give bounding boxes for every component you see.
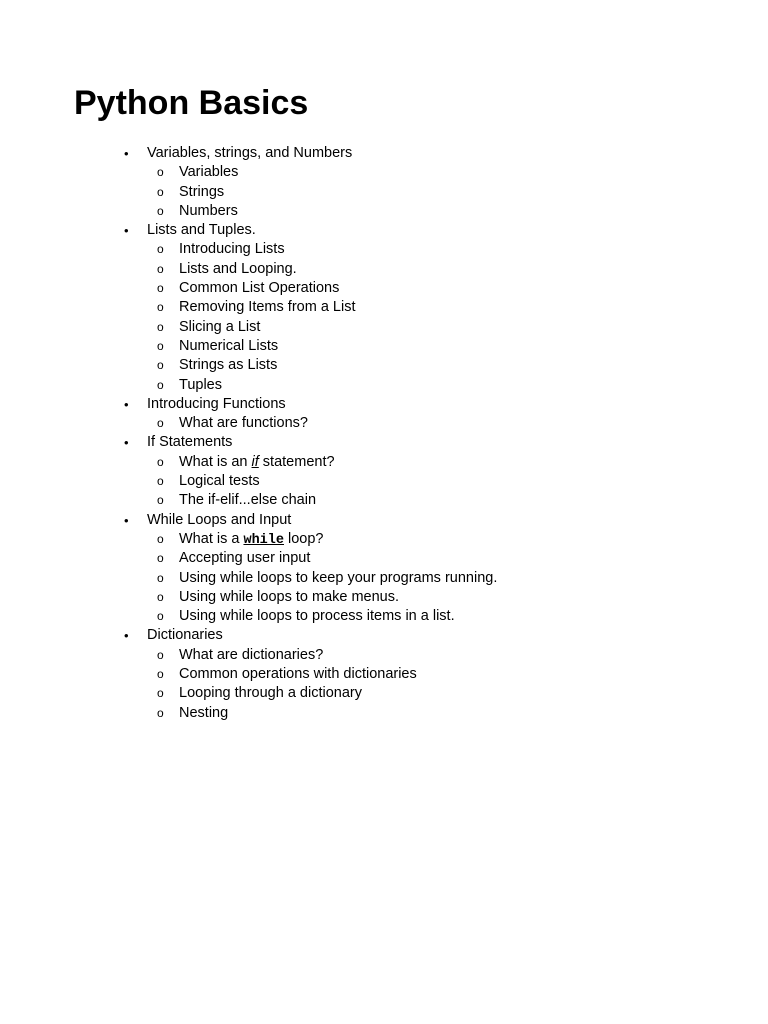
subtopic-label: Lists and Looping.	[179, 260, 297, 277]
circle-bullet-icon: o	[157, 454, 164, 469]
subtopic-label: Using while loops to process items in a list.	[179, 608, 455, 625]
circle-bullet-icon: o	[157, 705, 164, 720]
bullet-icon: •	[124, 512, 129, 528]
circle-bullet-icon: o	[157, 358, 164, 373]
circle-bullet-icon: o	[157, 416, 164, 431]
subtopic-label: Accepting user input	[179, 550, 311, 567]
circle-bullet-icon: o	[157, 474, 164, 489]
subtopic-label: Looping through a dictionary	[179, 685, 362, 702]
subtopic-label-text: loop?	[283, 530, 324, 547]
circle-bullet-icon: o	[157, 647, 164, 662]
bullet-icon: •	[124, 223, 129, 239]
circle-bullet-icon: o	[157, 338, 164, 353]
circle-bullet-icon: o	[157, 300, 164, 315]
circle-bullet-icon: o	[157, 667, 164, 682]
circle-bullet-icon: o	[157, 261, 164, 276]
subtopic-label-text: statement?	[258, 453, 335, 470]
subtopic-label-text: What is a	[179, 530, 244, 547]
subtopic-label: Logical tests	[179, 473, 260, 490]
circle-bullet-icon: o	[157, 493, 164, 508]
keyword: if	[251, 453, 259, 470]
circle-bullet-icon: o	[157, 686, 164, 701]
circle-bullet-icon: o	[157, 570, 164, 585]
circle-bullet-icon: o	[157, 589, 164, 604]
circle-bullet-icon: o	[157, 319, 164, 334]
circle-bullet-icon: o	[157, 281, 164, 296]
subtopic-label: Removing Items from a List	[179, 299, 356, 316]
subtopic-label: Slicing a List	[179, 318, 261, 335]
bullet-icon: •	[124, 628, 129, 644]
subtopic-label: The if-elif...else chain	[179, 492, 317, 509]
subtopic-label: Numbers	[179, 202, 238, 219]
circle-bullet-icon: o	[157, 551, 164, 566]
topic-label: Dictionaries	[147, 627, 223, 644]
subtopic-label: What are dictionaries?	[179, 646, 324, 663]
topic-label: Variables, strings, and Numbers	[147, 145, 353, 161]
subtopic-label	[179, 453, 335, 472]
subtopic-label: Strings	[179, 183, 225, 200]
subtopic-label-text: What is an	[179, 453, 252, 470]
circle-bullet-icon: o	[157, 531, 164, 546]
page-title: Python Basics	[74, 84, 309, 122]
subtopic-label: Nesting	[179, 704, 229, 721]
subtopic-label	[179, 530, 324, 550]
subtopic-label: Strings as Lists	[179, 357, 278, 374]
topic-label: Lists and Tuples.	[147, 222, 256, 239]
subtopic-label: Using while loops to make menus.	[179, 588, 400, 605]
circle-bullet-icon: o	[157, 242, 164, 257]
topic-label: Introducing Functions	[147, 395, 286, 412]
bullet-icon: •	[124, 435, 129, 451]
subtopic-label: Numerical Lists	[179, 337, 279, 354]
subtopic-label: Variables	[179, 164, 239, 181]
subtopic-label: What are functions?	[179, 415, 308, 432]
subtopic-label: Introducing Lists	[179, 241, 285, 258]
circle-bullet-icon: o	[157, 165, 164, 180]
circle-bullet-icon: o	[157, 377, 164, 392]
circle-bullet-icon: o	[157, 203, 164, 218]
subtopic-label: Common List Operations	[179, 280, 340, 297]
circle-bullet-icon: o	[157, 184, 164, 199]
topic-label: If Statements	[147, 434, 233, 451]
subtopic-label: Tuples	[179, 376, 222, 393]
circle-bullet-icon: o	[157, 609, 164, 624]
topic-label: While Loops and Input	[147, 511, 292, 528]
keyword: while	[243, 532, 284, 548]
subtopic-label: Common operations with dictionaries	[179, 666, 417, 683]
subtopic-label: Using while loops to keep your programs running.	[179, 569, 498, 586]
bullet-icon: •	[124, 396, 129, 412]
bullet-icon: •	[124, 146, 129, 161]
